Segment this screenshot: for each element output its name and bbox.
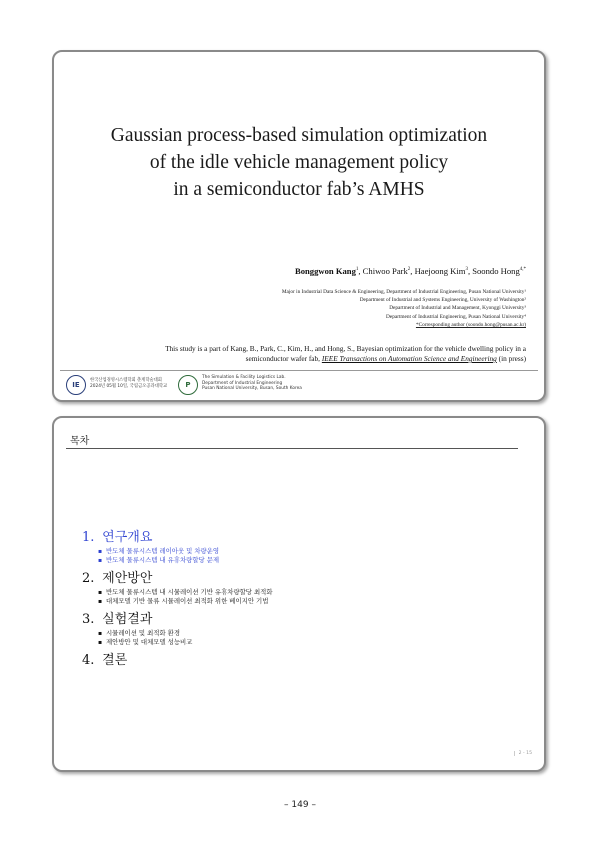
affiliation-3: Department of Industrial and Management, Kyonggi University³ <box>389 305 526 312</box>
author-list: Bonggwon Kang$^1$, Chiwoo Park$^2$, Haejoong Kim$^3$, Soondo Hong$^{4,*}$ <box>294 266 526 276</box>
note-line-2a: semiconductor wafer fab, <box>245 354 322 363</box>
toc-section-2 <box>82 571 273 587</box>
toc-item: ▪ 대체모델 기반 물류 시뮬레이션 최적화 위한 베이지안 기법 <box>82 597 273 606</box>
page-number: – 149 – <box>284 800 316 810</box>
toc-section-3-num: 3. <box>82 612 95 627</box>
toc-section-4-num: 4. <box>82 653 95 668</box>
footer <box>62 372 382 402</box>
lab-department: Department of Industrial Engineering <box>202 380 283 386</box>
toc-item: ▪ 제안방안 및 대체모델 성능비교 <box>82 638 273 647</box>
author-1: Bonggwon Kang <box>294 266 356 276</box>
toc-list <box>82 530 273 669</box>
toc-section-4-title: 결론 <box>102 653 128 668</box>
journal-name: IEEE Transactions on Automation Science and Engineering <box>321 354 497 363</box>
title-line-1: Gaussian process-based simulation optimization <box>110 125 488 146</box>
citation-note <box>86 344 526 364</box>
author-3: Haejoong Kim <box>414 266 466 276</box>
corresponding-author: *Corresponding author (soondo.hong@pusan.ac.kr) <box>415 321 526 328</box>
toc-item: ▪ 반도체 물류시스템 내 유휴차량할당 문제 <box>82 556 273 565</box>
divider <box>60 370 538 371</box>
university-logo-icon: P <box>178 375 198 395</box>
toc-section-4 <box>82 653 273 669</box>
toc-section-2-items <box>82 588 273 606</box>
author-3-sup: 3 <box>465 267 468 273</box>
note-line-1: This study is a part of Kang, B., Park, C., Kim, H., and Hong, S., Bayesian optimization for the vehicle dwelling policy in a <box>165 344 526 353</box>
author-2-sup: 2 <box>407 267 411 273</box>
toc-header: 목차 <box>70 436 90 447</box>
toc-section-3 <box>82 612 273 628</box>
toc-section-1-num: 1. <box>82 530 95 545</box>
toc-item: ▪ 반도체 물류시스템 레이아웃 및 차량운영 <box>82 547 273 556</box>
note-line-2 <box>86 354 526 364</box>
toc-section-3-title: 실험결과 <box>102 612 153 627</box>
affiliation-4: Department of Industrial Engineering, Pusan National University⁴ <box>386 313 526 320</box>
author-4: Soondo Hong <box>472 266 520 276</box>
toc-section-1-items <box>82 547 273 565</box>
author-4-sup: 4,* <box>519 267 526 273</box>
affiliations <box>282 288 526 329</box>
toc-section-1 <box>82 530 273 546</box>
author-1-sup: 1 <box>355 267 359 273</box>
affiliation-1: Major in Industrial Data Science & Engineering, Department of Industrial Engineering, Pusan National University¹ <box>281 289 526 295</box>
toc-section-2-title: 제안방안 <box>102 571 153 586</box>
conference-info <box>90 378 167 389</box>
author-2: Chiwoo Park <box>362 266 408 276</box>
lab-university: Pusan National University, Busan, South Korea <box>202 386 302 392</box>
toc-slide <box>52 416 546 772</box>
toc-item: ▪ 반도체 물류시스템 내 시뮬레이션 기반 유휴차량할당 최적화 <box>82 588 273 597</box>
title-slide <box>52 50 546 402</box>
toc-item: ▪ 시뮬레이션 및 최적화 환경 <box>82 629 273 638</box>
toc-divider <box>66 448 518 449</box>
toc-section-1-title: 연구개요 <box>102 530 153 545</box>
affiliation-2: Department of Industrial and Systems Engineering, University of Washington² <box>359 297 526 304</box>
toc-section-3-items <box>82 629 273 647</box>
conference-date: 2024년 05월 10일, 국립금오공과대학교 <box>90 383 168 389</box>
title-line-3: in a semiconductor fab’s AMHS <box>173 179 425 200</box>
note-line-2b: (in press) <box>496 354 526 363</box>
slide-pager: 2 - 15 <box>514 751 532 756</box>
conference-name: 한국산업경영시스템학회 춘계학술대회 <box>90 378 162 383</box>
society-logo-icon: IE <box>66 375 86 395</box>
toc-section-2-num: 2. <box>82 571 95 586</box>
paper-title <box>54 122 544 203</box>
lab-name: The Simulation & Facility Logistics Lab. <box>202 375 286 380</box>
lab-info <box>202 375 302 392</box>
title-line-2: of the idle vehicle management policy <box>149 152 449 173</box>
